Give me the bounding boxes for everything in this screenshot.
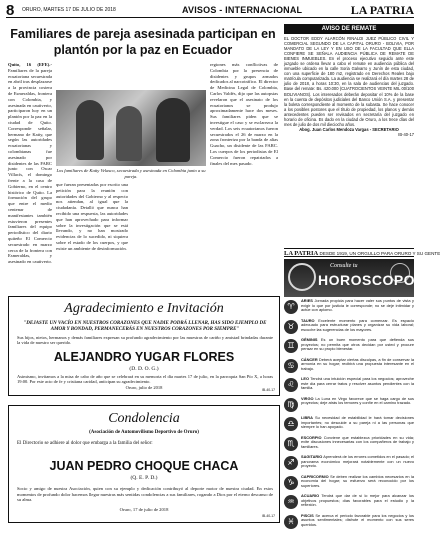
- sign-prediction: Se acerca el periodo favorable para los negocios y los asuntos sentimentales; disfrute el momento con sus seres queridos.: [301, 512, 414, 527]
- horoscope-title: HOROSCOPO: [318, 272, 416, 288]
- sign-text: [301, 514, 414, 532]
- sign-prediction: Se deben realizar los cambios necesarios en la economía del hogar; su esfuerzo será reconocido por los superiores.: [301, 473, 414, 488]
- horoscope-sign[interactable]: [284, 455, 414, 473]
- condolencia-ref: IB-40-17: [261, 514, 275, 518]
- horoscope-sign[interactable]: [284, 436, 414, 454]
- condolencia-notice: [8, 405, 280, 523]
- sign-prediction: Jornada propicia para hacer valer sus puntos de vista y exigir lo que por justicia le corresponde; no se deje intimidar y actúe con aplomo.: [301, 298, 414, 313]
- article-column-2b: [132, 182, 206, 294]
- newspaper-banner: [284, 248, 440, 257]
- article-column-2: que fueran presentadas por escrito una petición para la reunión con autoridades del Gobierno y al respecto nos atiendan, al igual que la ciudadanía. Detalló que nunca han recibido una respuesta, las autoridades que han aprovechado para informar sobre la investigación que se está llevando, y no han mostrado evidencias de lo sucedido, ni siquiera sobre el estado de los cuerpos, y que existe un ambiente de desinformación.: [56, 182, 128, 251]
- sign-text: [301, 299, 414, 317]
- aviso-signature: Abog. Juan Carlos Mendoza Vargas - SECRETARIO: [299, 126, 399, 132]
- horoscope-sign[interactable]: [284, 475, 414, 493]
- horoscope-sign[interactable]: [284, 338, 414, 356]
- article-column-3: regiones más conflictivas de Colombia por la presencia de disidentes y grupos armados dedicados al narcotráfico. El director de Medicina Legal de Colombia, Carlos Valdés, dijo que las autopsias revelaron que el asesinato de los ecuatorianos se produjo aproximadamente hace dos meses. Sus familiares piden que se investigue el caso y se esclarezca la verdad. Los seis ecuatorianos fueron secuestrados el 26 de marzo en la zona fronteriza por la banda de alias Guacho, un disidente de las FARC. Los cuerpos de los periodistas de El Comercio fueron repatriados a finales del mes pasado.: [210, 62, 278, 166]
- zodiac-sign-icon: ♍: [284, 398, 298, 412]
- sign-text: [301, 416, 414, 434]
- sign-name: SAGITARIO: [301, 454, 323, 459]
- condolencia-org: (Asociación de Automovilismo Deportivo de Oruro): [89, 430, 199, 435]
- horoscope-sign[interactable]: [284, 377, 414, 395]
- zodiac-sign-icon: ♉: [284, 320, 298, 334]
- sign-prediction: Su necesidad de estabilidad le hará tomar decisiones importantes; no descuide a su pareja ni a las personas que siempre lo han apoyado.: [301, 415, 414, 430]
- horoscope-sign[interactable]: [284, 358, 414, 376]
- condolencia-title: Condolencia: [108, 411, 180, 426]
- photo-caption: Los familiares de Katty Velasco, secuestrada y asesinada en Colombia junto a su pareja.: [56, 168, 206, 179]
- agradecimiento-body: Asimismo, invitamos a la misa de cabo de año que se celebrará en su memoria el día martes 17 de julio, en la parroquia San Pío X, a horas 19:00. Por este acto de fe y cristiana caridad, anticipan su agradecimiento.: [17, 374, 273, 385]
- zodiac-sign-icon: ♏: [284, 437, 298, 451]
- deceased-name: ALEJANDRO YUGAR FLORES: [53, 350, 235, 364]
- article-text-1: Familiares de la pareja ecuatoriana secuestrada en abril tras desplazarse a la provincia costera de Esmeraldas, frontera con Colombia, y asesinada en cautiverio, participaron hoy en un plantón por la paz en la ciudad de Quito. Corresponde señalar, hermano de Katty, que según las autoridades ecuatorianas y colombianas fue asesinado por disidentes de las FARC junto con Oscar Villacís, el domingo frente a la casa de Gobierno, en el centro histórico de Quito. La formación del grupo que entre el medio centenar de manifestantes también estuvieron presentes familiares del equipo periodístico del diario quiteño El Comercio secuestrado en marzo cerca de la frontera con Esmeraldas, y asesinado en cautiverio.: [8, 67, 53, 265]
- condolencia-place: Oruro, 17 de julio de 2018: [119, 507, 169, 512]
- zodiac-sign-icon: ♎: [284, 417, 298, 431]
- aviso-text: EL DOCTOR EDDY ALARCÓN RINALDI JUEZ PÚBLICO CIVIL Y COMERCIAL SEGUNDO DE LA CAPITAL ORURO - BOLIVIA, POR MANDATO DE LA LEY Y EN USO DE LA FACULTAD QUE ELLA CONFIERE SE SEÑALA AUDIENCIA PÚBLICA DE REMATE DE BIENES INMUEBLES. En el proceso ejecutivo seguido ante este juzgado se ordena llevar a cabo el remate en audiencia pública del inmueble ubicado en la calle Soria Galvarro y Junín de esta ciudad, con una superficie de 180 m2, registrado en Derechos Reales bajo matrícula computarizada. La audiencia se realizará el día martes 28 de julio de 2018, a horas 10:30, en la sala de audiencias del juzgado. Base del remate: Bs. 420.000 (CUATROCIENTOS VEINTE MIL 00/100 BOLIVIANOS). Los interesados deberán depositar el 10% de la base en la cuenta de depósitos judiciales del Banco Unión S.A. y presentar la boleta correspondiente al momento de la subasta. Se hace conocer a los posibles postores que el título de propiedad, los planos y demás antecedentes pueden ser revisados en secretaría del juzgado en horario de oficina. Es dado en la ciudad de Oruro, a los trece días del mes de julio de dos mil dieciocho años.: [284, 36, 414, 127]
- agradecimiento-quote: "DEJASTE UN VACÍO EN NUESTROS CORAZONES QUE NADIE PODRÁ LLENAR, HAS SIDO EJEMPLO DE AMOR Y BONDAD, PERMANECERÁS EN NUESTROS CORAZONES POR SIEMPRE": [23, 321, 267, 333]
- sign-prediction: Tendrá una intuición especial para los negocios; aproveche este día para cerrar tratos y resolver asuntos pendientes con la familia.: [301, 376, 414, 391]
- sign-name: CÁNCER: [301, 356, 318, 362]
- aviso-title: AVISO DE REMATE: [284, 24, 414, 34]
- sign-prediction: Tendrá que dar de sí lo mejor para alcanzar los objetivos propuestos; días favorables para el estudio y la reflexión.: [301, 493, 414, 508]
- horoscope-sign[interactable]: [284, 416, 414, 434]
- aviso-body: [284, 36, 414, 244]
- condolencia-body: Socio y amigo de nuestra Asociación, quien con su ejemplo y dedicación contribuyó al deporte motor de nuestra ciudad. En estos momentos de profundo dolor hacemos llegar nuestras más sentidas condolencias a sus familiares, rogando a Dios por el eterno descanso de su alma.: [17, 486, 273, 503]
- sign-name: LEO: [301, 376, 309, 381]
- article-headline[interactable]: Familiares de pareja asesinada participan en plantón por la paz en Ecuador: [10, 27, 276, 57]
- article-dateline: Quito, 16 (EFE).-: [8, 62, 52, 67]
- agradecimiento-ref: IB-40-17: [261, 388, 275, 392]
- sign-text: [301, 436, 414, 454]
- sign-text: [301, 455, 414, 473]
- horoscope-consulta: Consulte tu: [330, 263, 358, 269]
- newspaper-logo[interactable]: LA PATRIA: [350, 3, 414, 17]
- zodiac-sign-icon: ♒: [284, 495, 298, 509]
- sign-prediction: Conviene que establezca prioridades en su vida; evite discusiones innecesarias con los compañeros de trabajo y familiares.: [301, 434, 414, 449]
- sign-name: LIBRA: [301, 415, 313, 420]
- sign-prediction: Deberá aceptar ciertas disculpas, a fin de conservar la armonía en su hogar; recibirá una propuesta interesante en el trabajo.: [301, 356, 414, 371]
- photo-person-3: [156, 98, 190, 162]
- horoscope-header: [284, 259, 414, 297]
- zodiac-sign-icon: ♈: [284, 300, 298, 314]
- sign-text: [301, 475, 414, 493]
- sign-name: ESCORPIO: [301, 434, 322, 440]
- zodiac-wheel-icon: [288, 263, 316, 291]
- zodiac-sign-icon: ♊: [284, 339, 298, 353]
- sign-prediction: Excelente momento para comenzar. Es espacio adecuado para estructurar planes y organizar su vida laboral; escuche las sugerencias de los mayores.: [301, 317, 414, 332]
- article-column-1: [8, 62, 52, 294]
- condolencia-qepd: (Q. E. P. D.): [130, 475, 158, 481]
- aviso-ref: IB-40-17: [398, 131, 414, 137]
- sign-text: [301, 338, 414, 356]
- article-photo[interactable]: [56, 90, 206, 166]
- sign-prediction: La Luna en Virgo favorece que se haga cargo de sus proyectos; deje atrás los temores y confíe en el camino trazado.: [301, 395, 414, 406]
- agradecimiento-intro: Sus hijos, nietos, hermanos y demás familiares expresan su profundo agradecimiento por las muestras de cariño y amistad brindadas durante la vida de nuestro ser querido.: [17, 335, 273, 346]
- horoscope-sign[interactable]: [284, 514, 414, 532]
- page-number: 8: [6, 2, 15, 19]
- banner-brand: LA PATRIA: [284, 250, 319, 257]
- zodiac-sign-icon: ♋: [284, 359, 298, 373]
- sign-prediction: Aprenderá de los errores cometidos en el pasado; el panorama económico mejorará notablemente con un nuevo proyecto.: [301, 454, 414, 469]
- horoscope-sign[interactable]: [284, 494, 414, 512]
- zodiac-sign-icon: ♐: [284, 456, 298, 470]
- condolencia-name: JUAN PEDRO CHOQUE CHACA: [49, 459, 239, 473]
- sign-prediction: Es un buen momento para que defienda sus proyectos; no permita que otros decidan por usted y procure pensar en su propio bienestar.: [301, 337, 414, 352]
- agradecimiento-place: Oruro, julio de 2018: [125, 385, 163, 390]
- sign-text: [301, 319, 414, 337]
- sign-text: [301, 377, 414, 395]
- agradecimiento-notice: [8, 296, 280, 396]
- sign-name: PISCIS: [301, 512, 314, 518]
- zodiac-sign-icon: ♑: [284, 476, 298, 490]
- sign-name: GÉMINIS: [301, 337, 318, 342]
- horoscope-sign[interactable]: [284, 319, 414, 337]
- agradecimiento-title: Agradecimiento e Invitación: [64, 301, 224, 316]
- horoscope-sign[interactable]: [284, 299, 414, 317]
- sign-text: [301, 397, 414, 415]
- sign-name: ARIES: [301, 298, 313, 303]
- photo-person-1: [76, 100, 104, 160]
- header-date: ORURO, MARTES 17 DE JULIO DE 2018: [22, 7, 116, 13]
- horoscope-sign[interactable]: [284, 397, 414, 415]
- section-title: AVISOS - INTERNACIONAL: [182, 5, 303, 15]
- sign-text: [301, 494, 414, 512]
- sign-name: ACUARIO: [301, 493, 320, 498]
- zodiac-sign-icon: ♌: [284, 378, 298, 392]
- banner-text: DESDE 1919, UN ORGULLO PARA ORURO Y SU GENTE: [319, 251, 440, 256]
- zodiac-sign-icon: ♓: [284, 515, 298, 529]
- photo-person-2: [116, 106, 142, 161]
- condolencia-intro: El Directorio se adhiere al dolor que embarga a la familia del señor:: [17, 441, 153, 446]
- sign-name: CAPRICORNIO: [301, 473, 329, 479]
- page-header: [6, 4, 414, 18]
- sign-text: [301, 358, 414, 376]
- deceased-dod: (D. D. O. G.): [129, 366, 159, 372]
- sign-name: TAURO: [301, 317, 315, 323]
- sign-name: VIRGO: [301, 395, 314, 401]
